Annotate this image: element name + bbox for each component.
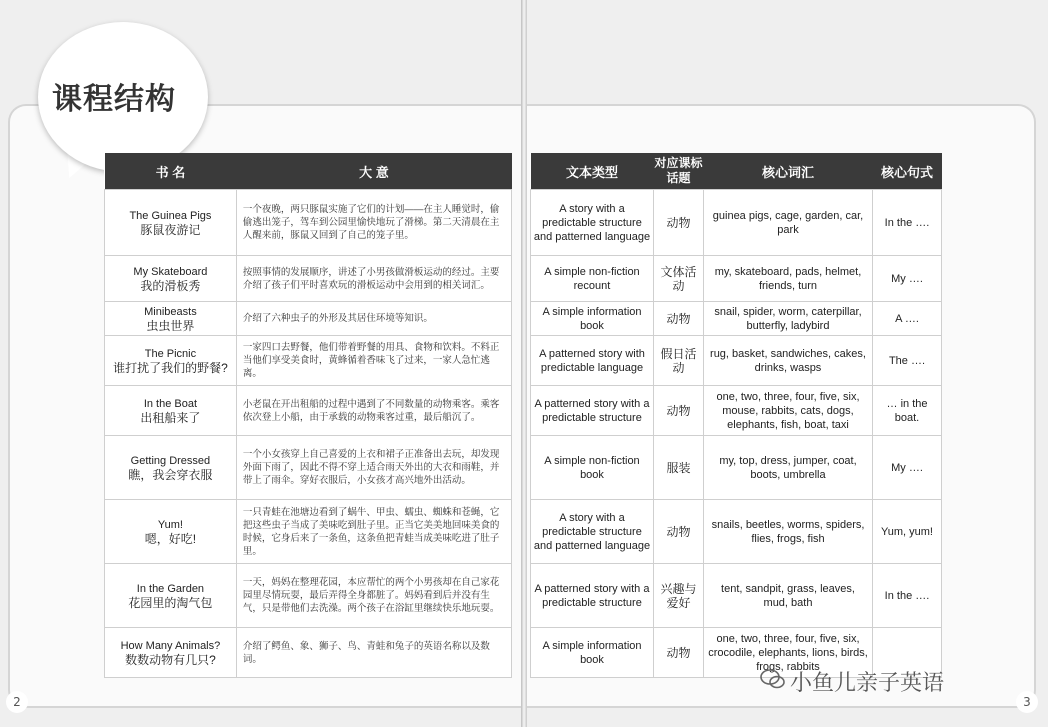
book-title-zh: 出租船来了: [140, 410, 201, 425]
book-title-cell: [105, 436, 237, 500]
book-title-cell: [105, 628, 237, 678]
vocab-cell: one, two, three, four, five, six, mouse, rabbits, cats, dogs, elephants, fish, boat, taxi: [704, 386, 873, 436]
vocab-cell: my, skateboard, pads, helmet, friends, turn: [704, 256, 873, 302]
summary-cell: 一个小女孩穿上自己喜爱的上衣和裙子正准备出去玩，却发现外面下雨了，因此不得不穿上适合雨天外出的大衣和雨鞋，并带上了雨伞。穿好衣服后，小女孩才高兴地外出活动。: [236, 436, 511, 500]
book-title-zh: 数数动物有几只?: [125, 652, 216, 667]
header-pattern: 核心句式: [873, 153, 942, 190]
topic-cell: 动物: [654, 386, 704, 436]
header-topic: 对应课标话题: [654, 153, 704, 190]
topic-cell: 兴趣与爱好: [654, 564, 704, 628]
table-row: [531, 386, 942, 436]
table-row: [531, 436, 942, 500]
page-number-right: 3: [1016, 691, 1038, 713]
table-row: [105, 628, 512, 678]
text-type-cell: A patterned story with a predictable structure: [531, 386, 654, 436]
vocab-cell: one, two, three, four, five, six, crocodile, elephants, lions, birds, frogs, rabbits: [704, 628, 873, 678]
topic-cell: 动物: [654, 190, 704, 256]
book-title-en: In the Garden: [136, 582, 205, 595]
table-row: [531, 564, 942, 628]
book-title-cell: [105, 336, 237, 386]
text-type-cell: A story with a predictable structure and patterned language: [531, 500, 654, 564]
wechat-icon: [760, 668, 786, 690]
left-table-header: [105, 153, 512, 190]
header-vocab: 核心词汇: [704, 153, 873, 190]
table-row: [105, 336, 512, 386]
right-table: [530, 153, 942, 678]
text-type-cell: A simple information book: [531, 302, 654, 336]
vocab-cell: rug, basket, sandwiches, cakes, drinks, wasps: [704, 336, 873, 386]
summary-cell: 介绍了鳄鱼、象、狮子、鸟、青蛙和兔子的英语名称以及数词。: [236, 628, 511, 678]
pattern-cell: Yum, yum!: [873, 500, 942, 564]
book-title-zh: 谁打扰了我们的野餐?: [113, 360, 228, 375]
summary-cell: 小老鼠在开出租船的过程中遇到了不同数量的动物乘客。乘客依次登上小船，由于承载的动物乘客过重，最后船沉了。: [236, 386, 511, 436]
book-title-zh: 我的滑板秀: [140, 278, 201, 293]
book-title-cell: [105, 500, 237, 564]
table-row: [105, 436, 512, 500]
table-row: [105, 190, 512, 256]
book-title-zh: 花园里的淘气包: [128, 595, 213, 610]
book-title-en: Getting Dressed: [130, 454, 211, 467]
text-type-cell: A simple non-fiction book: [531, 436, 654, 500]
table-row: [105, 256, 512, 302]
book-title-cell: [105, 190, 237, 256]
header-book: 书 名: [105, 153, 237, 190]
vocab-cell: snail, spider, worm, caterpillar, butterfly, ladybird: [704, 302, 873, 336]
header-text-type: 文本类型: [531, 153, 654, 190]
book-title-cell: [105, 386, 237, 436]
table-row: [531, 256, 942, 302]
vocab-cell: guinea pigs, cage, garden, car, park: [704, 190, 873, 256]
left-table: [104, 153, 512, 678]
book-title-cell: [105, 256, 237, 302]
page-title: 课程结构: [52, 82, 176, 117]
pattern-cell: In the ….: [873, 190, 942, 256]
book-title-cell: [105, 302, 237, 336]
header-summary: 大 意: [236, 153, 511, 190]
page-number-left: 2: [6, 691, 28, 713]
vocab-cell: tent, sandpit, grass, leaves, mud, bath: [704, 564, 873, 628]
text-type-cell: A patterned story with predictable language: [531, 336, 654, 386]
topic-cell: 动物: [654, 302, 704, 336]
text-type-cell: A story with a predictable structure and patterned language: [531, 190, 654, 256]
book-title-zh: 嗯，好吃!: [144, 531, 197, 546]
book-gutter: [521, 0, 527, 727]
table-row: [531, 500, 942, 564]
book-title-en: The Picnic: [144, 347, 197, 360]
book-title-en: How Many Animals?: [120, 639, 221, 652]
table-row: [105, 500, 512, 564]
pattern-cell: In the ….: [873, 564, 942, 628]
summary-cell: 一只青蛙在池塘边看到了蜗牛、甲虫、蠕虫、蜘蛛和苍蝇，它把这些虫子当成了美味吃到肚子里。正当它美美地回味美食的时候，它身后来了一条鱼，这条鱼把青蛙当成美味吃进了肚子里。: [236, 500, 511, 564]
topic-cell: 动物: [654, 628, 704, 678]
table-row: [531, 336, 942, 386]
summary-cell: 一天，妈妈在整理花园，本应帮忙的两个小男孩却在自己家花园里尽情玩耍，最后弄得全身都脏了。妈妈看到后并没有生气，只是带他们去洗澡。两个孩子在浴缸里继续快乐地玩耍。: [236, 564, 511, 628]
table-row: [531, 302, 942, 336]
book-title-en: Yum!: [157, 518, 183, 531]
table-row: [105, 386, 512, 436]
pattern-cell: My ….: [873, 256, 942, 302]
book-title-en: In the Boat: [143, 397, 198, 410]
table-row: [105, 302, 512, 336]
book-title-en: Minibeasts: [144, 305, 197, 318]
vocab-cell: my, top, dress, jumper, coat, boots, umbrella: [704, 436, 873, 500]
book-title-zh: 虫虫世界: [146, 318, 195, 333]
book-title-en: The Guinea Pigs: [129, 209, 212, 222]
topic-cell: 假日活动: [654, 336, 704, 386]
text-type-cell: A simple non-fiction recount: [531, 256, 654, 302]
text-type-cell: A patterned story with a predictable structure: [531, 564, 654, 628]
pattern-cell: The ….: [873, 336, 942, 386]
book-title-zh: 瞧，我会穿衣服: [128, 467, 213, 482]
table-row: [105, 564, 512, 628]
watermark-text: 小鱼儿亲子英语: [790, 671, 945, 696]
summary-cell: 一家四口去野餐，他们带着野餐的用具、食物和饮料。不料正当他们享受美食时，黄蜂循着香味飞了过来，一家人急忙逃离。: [236, 336, 511, 386]
pattern-cell: A ….: [873, 302, 942, 336]
book-title-en: My Skateboard: [133, 265, 208, 278]
pattern-cell: My ….: [873, 436, 942, 500]
book-title-zh: 豚鼠夜游记: [140, 222, 201, 237]
vocab-cell: snails, beetles, worms, spiders, flies, frogs, fish: [704, 500, 873, 564]
summary-cell: 按照事情的发展顺序，讲述了小男孩做滑板运动的经过。主要介绍了孩子们平时喜欢玩的滑板运动中会用到的相关词汇。: [236, 256, 511, 302]
summary-cell: 一个夜晚，两只豚鼠实施了它们的计划——在主人睡觉时，偷偷逃出笼子，驾车到公园里愉快地玩了滑梯。第二天清晨在主人醒来前，豚鼠又回到了自己的笼子里。: [236, 190, 511, 256]
pattern-cell: … in the boat.: [873, 386, 942, 436]
topic-cell: 服装: [654, 436, 704, 500]
topic-cell: 文体活动: [654, 256, 704, 302]
right-table-header: [531, 153, 942, 190]
book-title-cell: [105, 564, 237, 628]
table-row: [531, 190, 942, 256]
text-type-cell: A simple information book: [531, 628, 654, 678]
topic-cell: 动物: [654, 500, 704, 564]
summary-cell: 介绍了六种虫子的外形及其居住环境等知识。: [236, 302, 511, 336]
